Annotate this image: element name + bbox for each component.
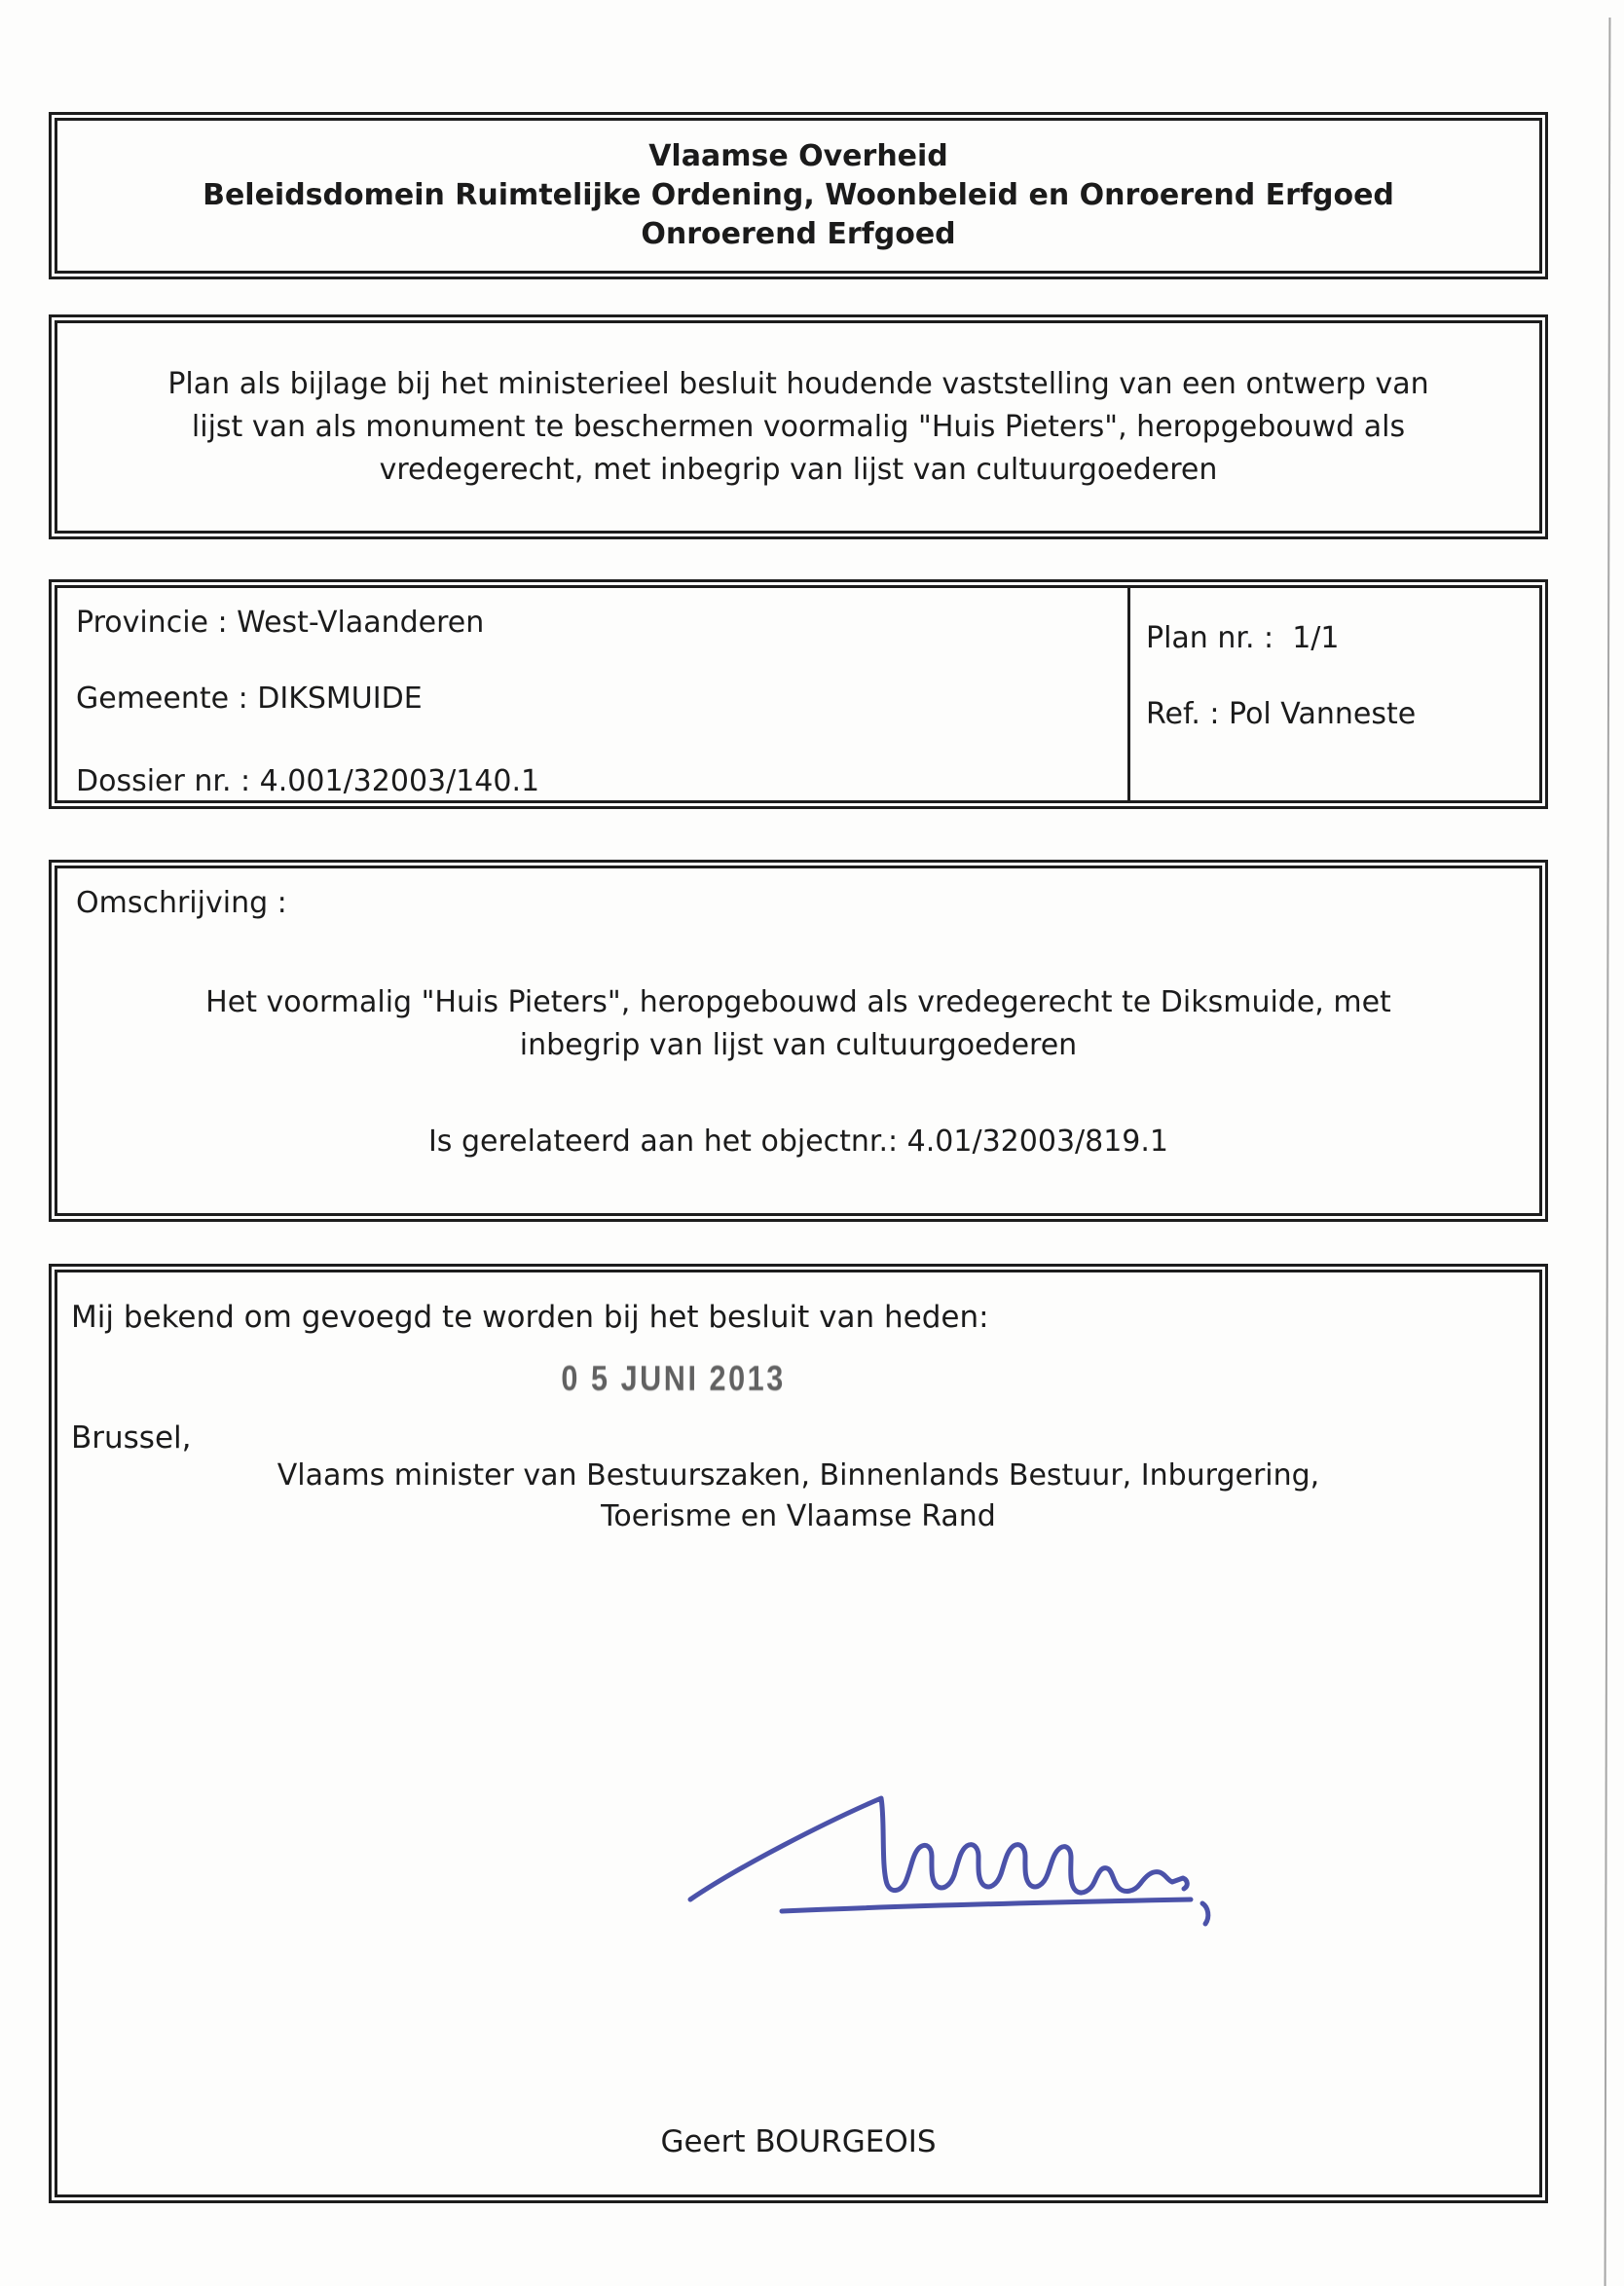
plan-title-box xyxy=(49,314,1548,539)
description-line-1: Het voormalig "Huis Pieters", heropgebouwd als vredegerecht te Diksmuide, met xyxy=(205,985,1391,1019)
reference-field: Ref. : Pol Vanneste xyxy=(1146,697,1417,731)
description-box-inner-rule xyxy=(55,866,1542,1216)
plan-title-line-2: lijst van als monument te beschermen voormalig "Huis Pieters", heropgebouwd als xyxy=(191,409,1406,444)
header-box-inner-rule xyxy=(55,118,1542,274)
attestation-statement: Mij bekend om gevoegd te worden bij het besluit van heden: xyxy=(71,1300,989,1335)
plan-title-line-1: Plan als bijlage bij het ministerieel besluit houdende vaststelling van een ontwerp van xyxy=(167,366,1429,401)
scan-artifact-page-edge-line xyxy=(1605,18,1611,2286)
place-line: Brussel, xyxy=(71,1420,192,1456)
location-info-left-cell xyxy=(57,588,1127,800)
signature-stroke xyxy=(690,1798,1187,1899)
signer-name: Geert BOURGEOIS xyxy=(660,2124,937,2159)
header-line-policy-domain: Beleidsdomein Ruimtelijke Ordening, Woonbeleid en Onroerend Erfgoed xyxy=(203,178,1394,212)
description-label: Omschrijving : xyxy=(76,886,287,920)
header-box xyxy=(49,112,1548,279)
signature-box xyxy=(49,1264,1548,2203)
description-line-2: inbegrip van lijst van cultuurgoederen xyxy=(519,1028,1078,1062)
minister-title-line-2: Toerisme en Vlaamse Rand xyxy=(601,1499,996,1533)
plan-title-line-3: vredegerecht, met inbegrip van lijst van cultuurgoederen xyxy=(379,452,1218,487)
handwritten-signature xyxy=(681,1790,1226,1936)
date-stamp: 0 5 JUNI 2013 xyxy=(561,1358,787,1398)
description-box xyxy=(49,860,1548,1222)
plan-number-field: Plan nr. : 1/1 xyxy=(1146,621,1340,655)
related-object-number: Is gerelateerd aan het objectnr.: 4.01/32003/819.1 xyxy=(427,1125,1169,1159)
header-line-authority: Vlaamse Overheid xyxy=(648,139,948,173)
description-text xyxy=(57,981,1539,1067)
signature-box-inner-rule xyxy=(55,1270,1542,2197)
province-field: Provincie : West-Vlaanderen xyxy=(76,606,485,640)
municipality-field: Gemeente : DIKSMUIDE xyxy=(76,682,423,716)
date-stamp-wrapper xyxy=(0,1358,1415,1399)
minister-title-line-1: Vlaams minister van Bestuurszaken, Binnenlands Bestuur, Inburgering, xyxy=(277,1458,1320,1493)
location-info-box-inner-rule xyxy=(55,585,1542,803)
dossier-number-field: Dossier nr. : 4.001/32003/140.1 xyxy=(76,764,540,798)
header-line-agency: Onroerend Erfgoed xyxy=(641,217,956,251)
location-info-right-cell xyxy=(1130,588,1539,800)
signature-end-mark xyxy=(1202,1903,1208,1924)
signature-underline xyxy=(782,1899,1191,1911)
plan-title-box-inner-rule xyxy=(55,320,1542,534)
location-info-box xyxy=(49,579,1548,809)
minister-title xyxy=(57,1456,1539,1537)
